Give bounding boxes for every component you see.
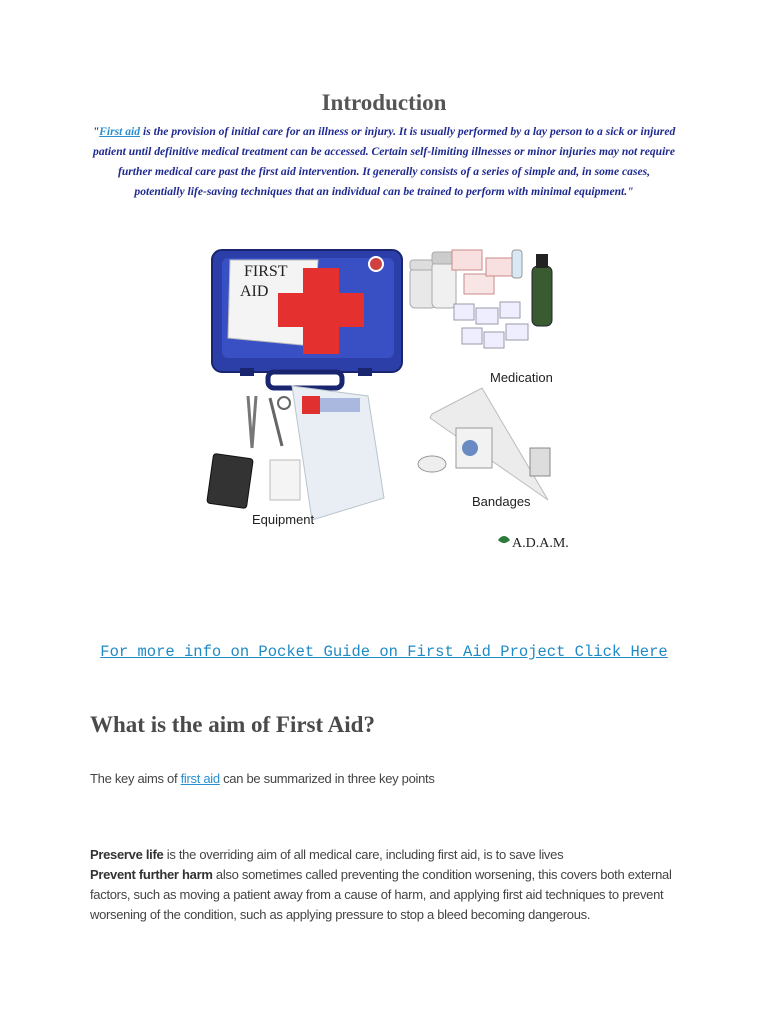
aims-points (90, 845, 690, 925)
adam-credit: A.D.A.M. (512, 536, 569, 551)
aim-point-preserve-life (90, 845, 690, 865)
section-heading-aims: What is the aim of First Aid? (90, 712, 375, 737)
adam-logo-icon (498, 536, 510, 543)
aims-intro-before: The key aims of (90, 771, 181, 786)
aim-term: Preserve life (90, 847, 164, 862)
first-aid-link[interactable]: First aid (99, 125, 141, 138)
quote-open: " (92, 125, 100, 138)
first-aid-inline-link[interactable]: first aid (180, 771, 220, 786)
aim-text: also sometimes called preventing the condition worsening, this covers both external factors, such as moving a patient away from a cause of harm, and applying first aid techniques to prevent worsening of the condition, such as applying pressure to stop a bleed becoming dangerous. (90, 867, 672, 922)
intro-quote (92, 122, 676, 202)
aims-intro-after: can be summarized in three key points (219, 771, 435, 786)
aim-point-prevent-harm (90, 865, 690, 925)
first-aid-kit-illustration (200, 238, 580, 558)
equipment-label: Equipment (252, 512, 315, 527)
bandages-label: Bandages (472, 494, 531, 509)
aims-intro (90, 771, 435, 786)
kit-label-aid: AID (240, 283, 269, 300)
kit-label-first: FIRST (244, 263, 288, 280)
aim-text: is the overriding aim of all medical care, including first aid, is to save lives (163, 847, 564, 862)
medication-label: Medication (490, 370, 553, 385)
quote-text: is the provision of initial care for an illness or injury. It is usually performed by a lay person to a sick or injured patient until definitive medical treatment can be accessed. Certain self-limiting illnesses or minor injuries may not require further medical care past the first aid intervention. It generally consists of a series of simple and, in some cases, potentially life-saving techniques that an individual can be trained to perform with minimal equipment." (93, 125, 676, 198)
more-info-link[interactable]: For more info on Pocket Guide on First Aid Project Click Here (100, 643, 668, 661)
aim-term: Prevent further harm (90, 867, 213, 882)
first-aid-kit-image (200, 238, 580, 558)
page-title: Introduction (321, 90, 447, 115)
